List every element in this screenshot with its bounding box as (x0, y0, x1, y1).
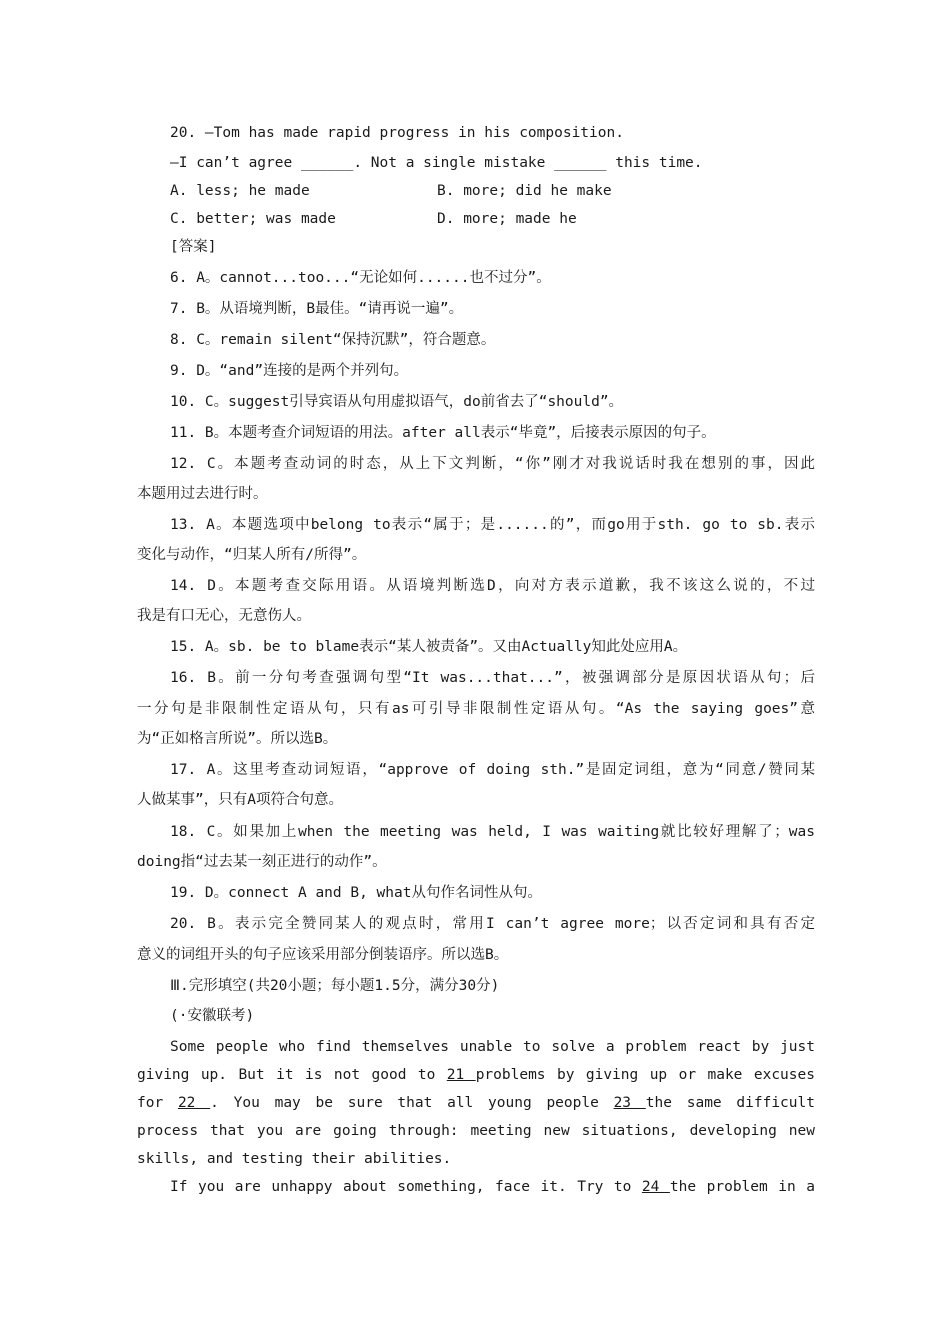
option-c: C. better; was made (170, 211, 336, 227)
answer-line: doing指“过去某一刻正进行的动作”。 (137, 854, 387, 870)
question-20-reply: —I can’t agree ______. Not a single mistake ______ this time. (170, 155, 703, 171)
answer-line: 16. B。前一分句考查强调句型“It was...that...”，被强调部分是原因状语从句；后 (170, 670, 815, 686)
answer-line: 14. D。本题考查交际用语。从语境判断选D，向对方表示道歉，我不该这么说的，不过 (170, 578, 815, 594)
answer-line: 12. C。本题考查动词的时态，从上下文判断，“你”刚才对我说话时我在想别的事，因此 (170, 456, 815, 472)
answer-line: 18. C。如果加上when the meeting was held, I was waiting就比较好理解了；was (170, 824, 815, 840)
answer-line: 人做某事”，只有A项符合句意。 (137, 792, 343, 808)
blank-24[interactable]: 24 (641, 1179, 670, 1195)
answer-line: 17. A。这里考查动词短语，“approve of doing sth.”是固定词组，意为“同意/赞同某 (170, 762, 815, 778)
blank-21[interactable]: 21 (446, 1067, 476, 1083)
blank-23[interactable]: 23 (613, 1095, 646, 1111)
passage-line: If you are unhappy about something, face it. Try to 24 the problem in a (170, 1179, 815, 1195)
answer-line: 9. D。“and”连接的是两个并列句。 (170, 363, 409, 379)
passage-line: process that you are going through: meeting new situations, developing new (137, 1123, 815, 1139)
passage-line: Some people who find themselves unable to solve a problem react by just (170, 1039, 815, 1055)
option-a: A. less; he made (170, 183, 310, 199)
answer-line: 本题用过去进行时。 (137, 486, 268, 502)
passage-line: for 22 . You may be sure that all young people 23 the same difficult (137, 1095, 815, 1111)
blank-22[interactable]: 22 (177, 1095, 211, 1111)
option-b: B. more; did he make (437, 183, 612, 199)
answer-line: 6. A。cannot...too...“无论如何......也不过分”。 (170, 270, 551, 286)
answer-line: 13. A。本题选项中belong to表示“属于；是......的”，而go用于sth. go to sb.表示 (170, 517, 815, 533)
passage-line: skills, and testing their abilities. (137, 1151, 452, 1167)
answer-line: 意义的词组开头的句子应该采用部分倒装语序。所以选B。 (137, 947, 509, 963)
question-20-prompt: 20. —Tom has made rapid progress in his composition. (170, 125, 624, 141)
answer-line: 10. C。suggest引导宾语从句用虚拟语气，do前省去了“should”。 (170, 394, 624, 410)
answer-line: 一分句是非限制性定语从句，只有as可引导非限制性定语从句。“As the saying goes”意 (137, 701, 815, 717)
answer-line: 变化与动作，“归某人所有/所得”。 (137, 547, 367, 563)
answer-line: 11. B。本题考查介词短语的用法。after all表示“毕竟”，后接表示原因的句子。 (170, 425, 716, 441)
answer-line: 7. B。从语境判断，B最佳。“请再说一遍”。 (170, 301, 464, 317)
answer-line: 8. C。remain silent“保持沉默”，符合题意。 (170, 332, 496, 348)
passage-line: giving up. But it is not good to 21 problems by giving up or make excuses (137, 1067, 815, 1083)
answer-header: [答案] (170, 239, 217, 255)
source-note: (·安徽联考) (170, 1008, 255, 1024)
option-d: D. more; made he (437, 211, 577, 227)
answer-line: 15. A。sb. be to blame表示“某人被责备”。又由Actually知此处应用A。 (170, 639, 688, 655)
answer-line: 19. D。connect A and B, what从句作名词性从句。 (170, 885, 542, 901)
answer-line: 20. B。表示完全赞同某人的观点时，常用I can’t agree more；以否定词和具有否定 (170, 916, 815, 932)
section-title: Ⅲ.完形填空(共20小题；每小题1.5分，满分30分) (170, 978, 500, 994)
answer-line: 我是有口无心，无意伤人。 (137, 608, 311, 624)
answer-line: 为“正如格言所说”。所以选B。 (137, 731, 338, 747)
